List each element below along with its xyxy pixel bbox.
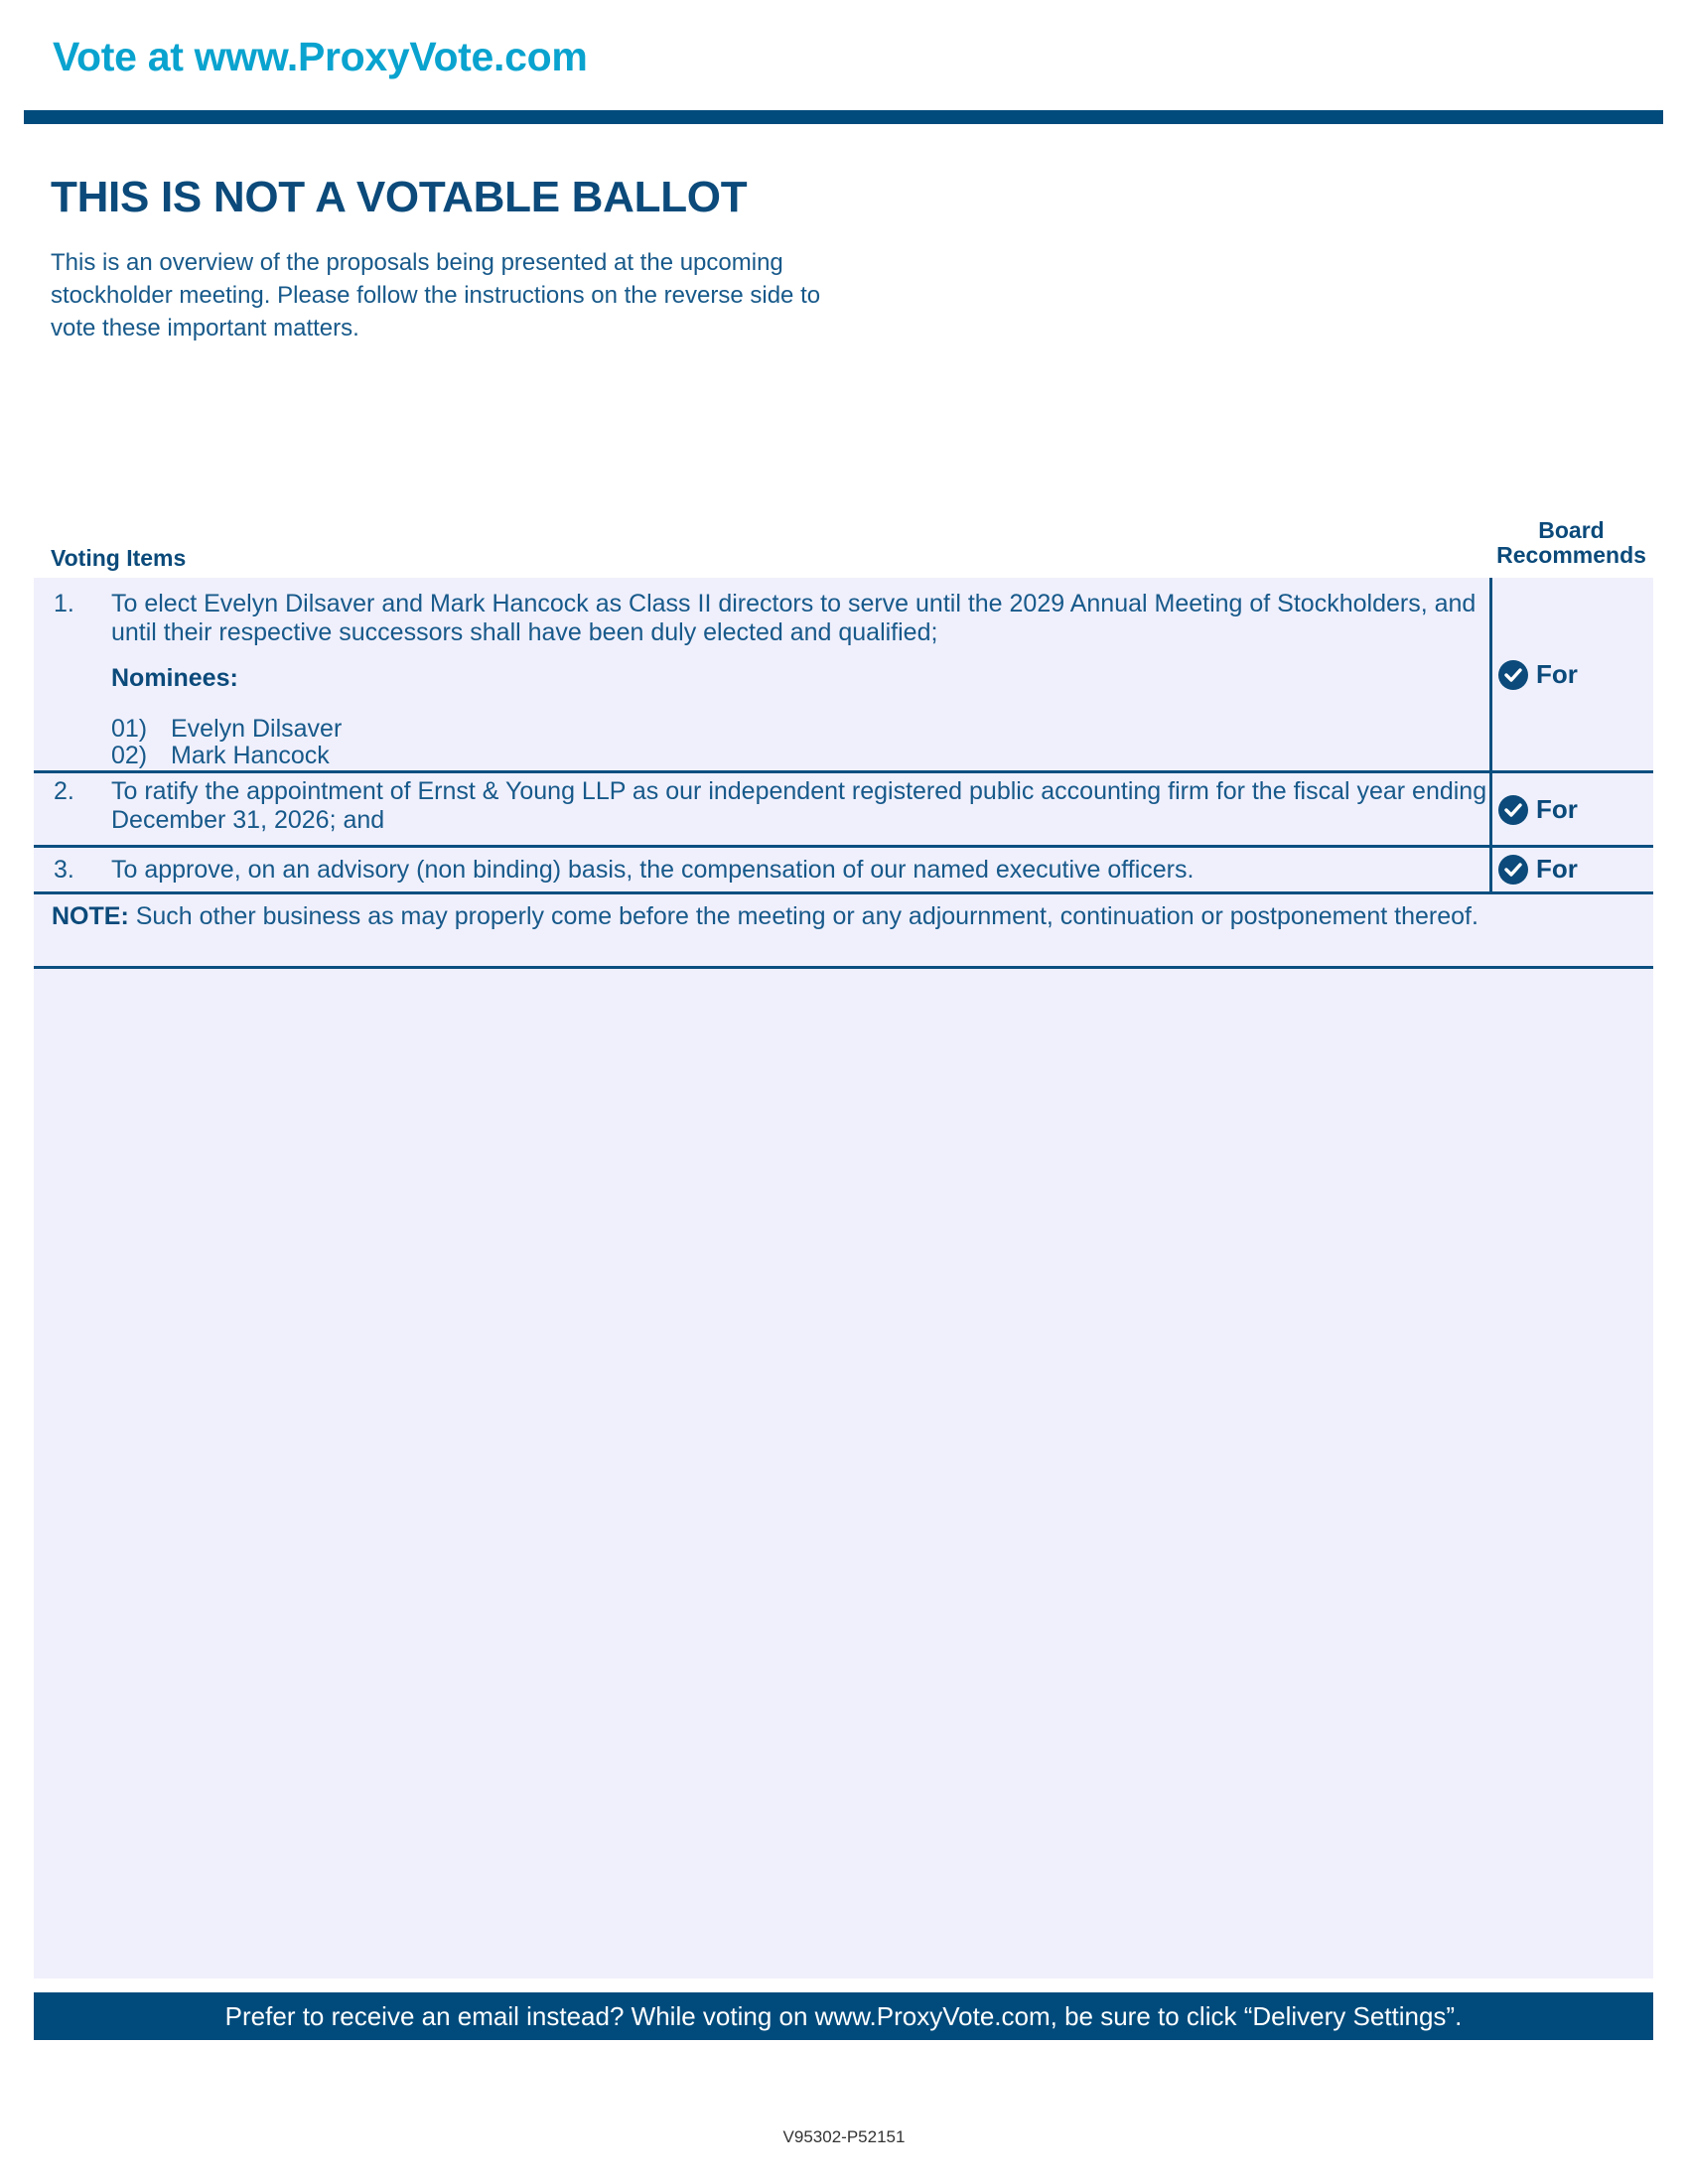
check-circle-icon (1498, 855, 1528, 885)
voting-item-row-3 (34, 848, 1653, 894)
intro-paragraph: This is an overview of the proposals being presented at the upcoming stockholder meeting. Please follow the instructions on the reverse side to vote these important matters. (51, 249, 821, 341)
recommendation-cell (1489, 773, 1653, 845)
item-text: To ratify the appointment of Ernst & Young LLP as our independent registered public accounting firm for the fiscal year ending December 31, 2026; and (111, 777, 1487, 834)
voting-items-table (34, 578, 1653, 969)
email-delivery-banner: Prefer to receive an email instead? While voting on www.ProxyVote.com, be sure to click “Delivery Settings”. (34, 1992, 1653, 2040)
board-recommends-line2: Recommends (1496, 542, 1646, 568)
proxyvote-header-link[interactable]: Vote at www.ProxyVote.com (53, 34, 588, 79)
recommendation (1498, 854, 1578, 885)
document-code: V95302-P52151 (782, 2127, 906, 2146)
item-text: To approve, on an advisory (non binding) basis, the compensation of our named executive officers. (111, 856, 1195, 884)
recommendation-label: For (1536, 659, 1578, 689)
recommendation-label: For (1536, 794, 1578, 824)
note-body: Such other business as may properly come before the meeting or any adjournment, continuation or postponement thereof. (128, 902, 1478, 930)
board-recommends-header (1489, 518, 1653, 568)
voting-items-header: Voting Items (51, 545, 187, 571)
board-recommends-line1: Board (1538, 517, 1605, 543)
item-number: 3. (54, 856, 74, 884)
nominee-code: 02) (111, 742, 148, 769)
nominee-item (111, 715, 342, 744)
note-text (52, 902, 1481, 931)
voting-item-row-1 (34, 578, 1653, 773)
nominee-code: 01) (111, 715, 148, 743)
nominee-item (111, 742, 330, 770)
voting-item-row-2 (34, 773, 1653, 848)
check-circle-icon (1498, 795, 1528, 825)
recommendation (1498, 794, 1578, 825)
item-number: 1. (54, 590, 74, 617)
nominees-label: Nominees: (111, 664, 238, 692)
item-number: 2. (54, 777, 74, 805)
note-row (34, 894, 1653, 969)
recommendation (1498, 659, 1578, 690)
note-label: NOTE: (52, 902, 129, 930)
header-rule (24, 110, 1663, 124)
nominee-name: Evelyn Dilsaver (171, 715, 343, 743)
nominee-name: Mark Hancock (171, 742, 330, 769)
item-text: To elect Evelyn Dilsaver and Mark Hancock as Class II directors to serve until the 2029 Annual Meeting of Stockholders, and until their respective successors shall have been duly elected and qualified; (111, 590, 1477, 646)
recommendation-cell (1489, 848, 1653, 891)
check-circle-icon (1498, 660, 1528, 690)
recommendation-label: For (1536, 854, 1578, 884)
recommendation-cell (1489, 578, 1653, 770)
page-title: THIS IS NOT A VOTABLE BALLOT (51, 173, 748, 221)
